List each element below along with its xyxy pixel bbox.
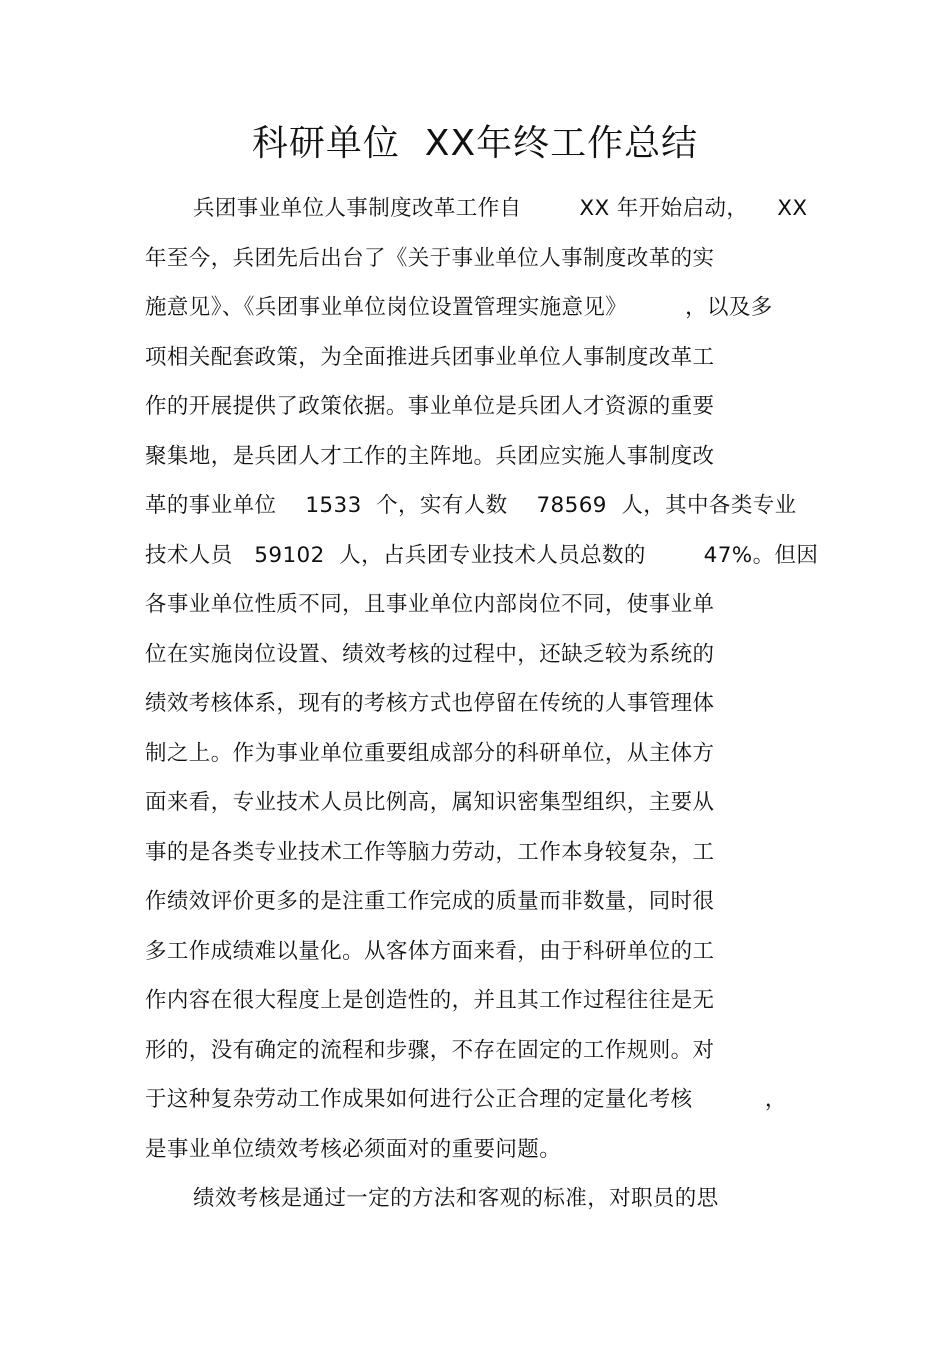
paragraph-line: 多工作成绩难以量化。从客体方面来看，由于科研单位的工 [145, 938, 715, 964]
paragraph-line: 绩效考核是通过一定的方法和客观的标准，对职员的思 [193, 1186, 719, 1211]
paragraph-line: 革的事业单位 1533 个，实有人数 78569 人，其中各类专业 [145, 493, 797, 518]
paragraph-line: 形的，没有确定的流程和步骤，不存在固定的工作规则。对 [145, 1037, 715, 1063]
paragraph-line: 制之上。作为事业单位重要组成部分的科研单位，从主体方 [145, 740, 715, 766]
paragraph-line: 兵团事业单位人事制度改革工作自 XX 年开始启动， XX [193, 196, 808, 221]
paragraph-line: 各事业单位性质不同，且事业单位内部岗位不同，使事业单 [145, 592, 715, 617]
paragraph-line: 绩效考核体系，现有的考核方式也停留在传统的人事管理体 [145, 691, 715, 716]
paragraph-line: 技术人员 59102 人，占兵团专业技术人员总数的 47%。但因 [145, 542, 819, 568]
paragraph-line: 年至今，兵团先后出台了《关于事业单位人事制度改革的实 [145, 245, 715, 271]
paragraph-line: 作内容在很大程度上是创造性的，并且其工作过程往往是无 [145, 988, 715, 1013]
paragraph-line: 施意见》、《兵团事业单位岗位设置管理实施意见》 ，以及多 [145, 295, 773, 320]
paragraph-line: 作绩效评价更多的是注重工作完成的质量而非数量，同时很 [145, 889, 715, 914]
paragraph-line: 项相关配套政策，为全面推进兵团事业单位人事制度改革工 [145, 344, 715, 370]
paragraph-line: 作的开展提供了政策依据。事业单位是兵团人才资源的重要 [145, 394, 715, 419]
paragraph-line: 是事业单位绩效考核必须面对的重要问题。 [145, 1136, 562, 1162]
paragraph-line: 事的是各类专业技术工作等脑力劳动，工作本身较复杂，工 [145, 839, 715, 865]
paragraph-line: 面来看，专业技术人员比例高，属知识密集型组织，主要从 [145, 790, 715, 815]
paragraph-line: 聚集地，是兵团人才工作的主阵地。兵团应实施人事制度改 [145, 443, 715, 469]
paragraph-line: 于这种复杂劳动工作成果如何进行公正合理的定量化考核 ， [145, 1087, 787, 1112]
document-body [145, 184, 825, 1224]
paragraph-line: 位在实施岗位设置、绩效考核的过程中，还缺乏较为系统的 [145, 641, 715, 667]
document-title: 科研单位 XX年终工作总结 [251, 123, 699, 164]
